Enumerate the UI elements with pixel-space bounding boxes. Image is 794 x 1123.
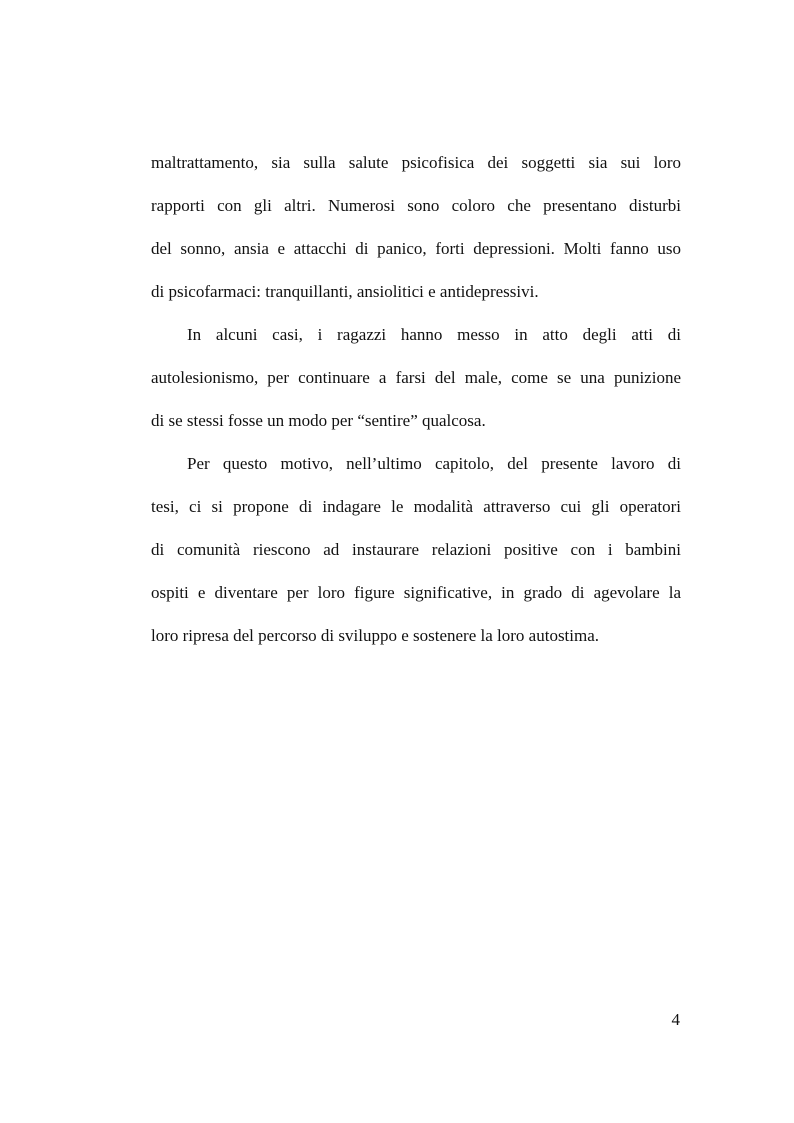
text-line: maltrattamento, sia sulla salute psicofisica dei soggetti sia sui loro [151, 153, 681, 172]
text-line: di comunità riescono ad instaurare relazioni positive con i bambini [151, 540, 681, 559]
text-line: autolesionismo, per continuare a farsi del male, come se una punizione [151, 368, 681, 387]
text-line: ospiti e diventare per loro figure significative, in grado di agevolare la [151, 583, 681, 602]
page-number: 4 [671, 1010, 680, 1029]
text-line: del sonno, ansia e attacchi di panico, forti depressioni. Molti fanno uso [151, 239, 681, 258]
text-line: tesi, ci si propone di indagare le modalità attraverso cui gli operatori [151, 497, 681, 516]
text-line: Per questo motivo, nell’ultimo capitolo, del presente lavoro di [187, 454, 681, 473]
text-line: In alcuni casi, i ragazzi hanno messo in atto degli atti di [187, 325, 681, 344]
text-line: di psicofarmaci: tranquillanti, ansiolitici e antidepressivi. [151, 282, 539, 301]
text-line: di se stessi fosse un modo per “sentire” qualcosa. [151, 411, 486, 430]
body-text [151, 145, 681, 661]
text-line: rapporti con gli altri. Numerosi sono coloro che presentano disturbi [151, 196, 681, 215]
text-line: loro ripresa del percorso di sviluppo e sostenere la loro autostima. [151, 626, 600, 645]
